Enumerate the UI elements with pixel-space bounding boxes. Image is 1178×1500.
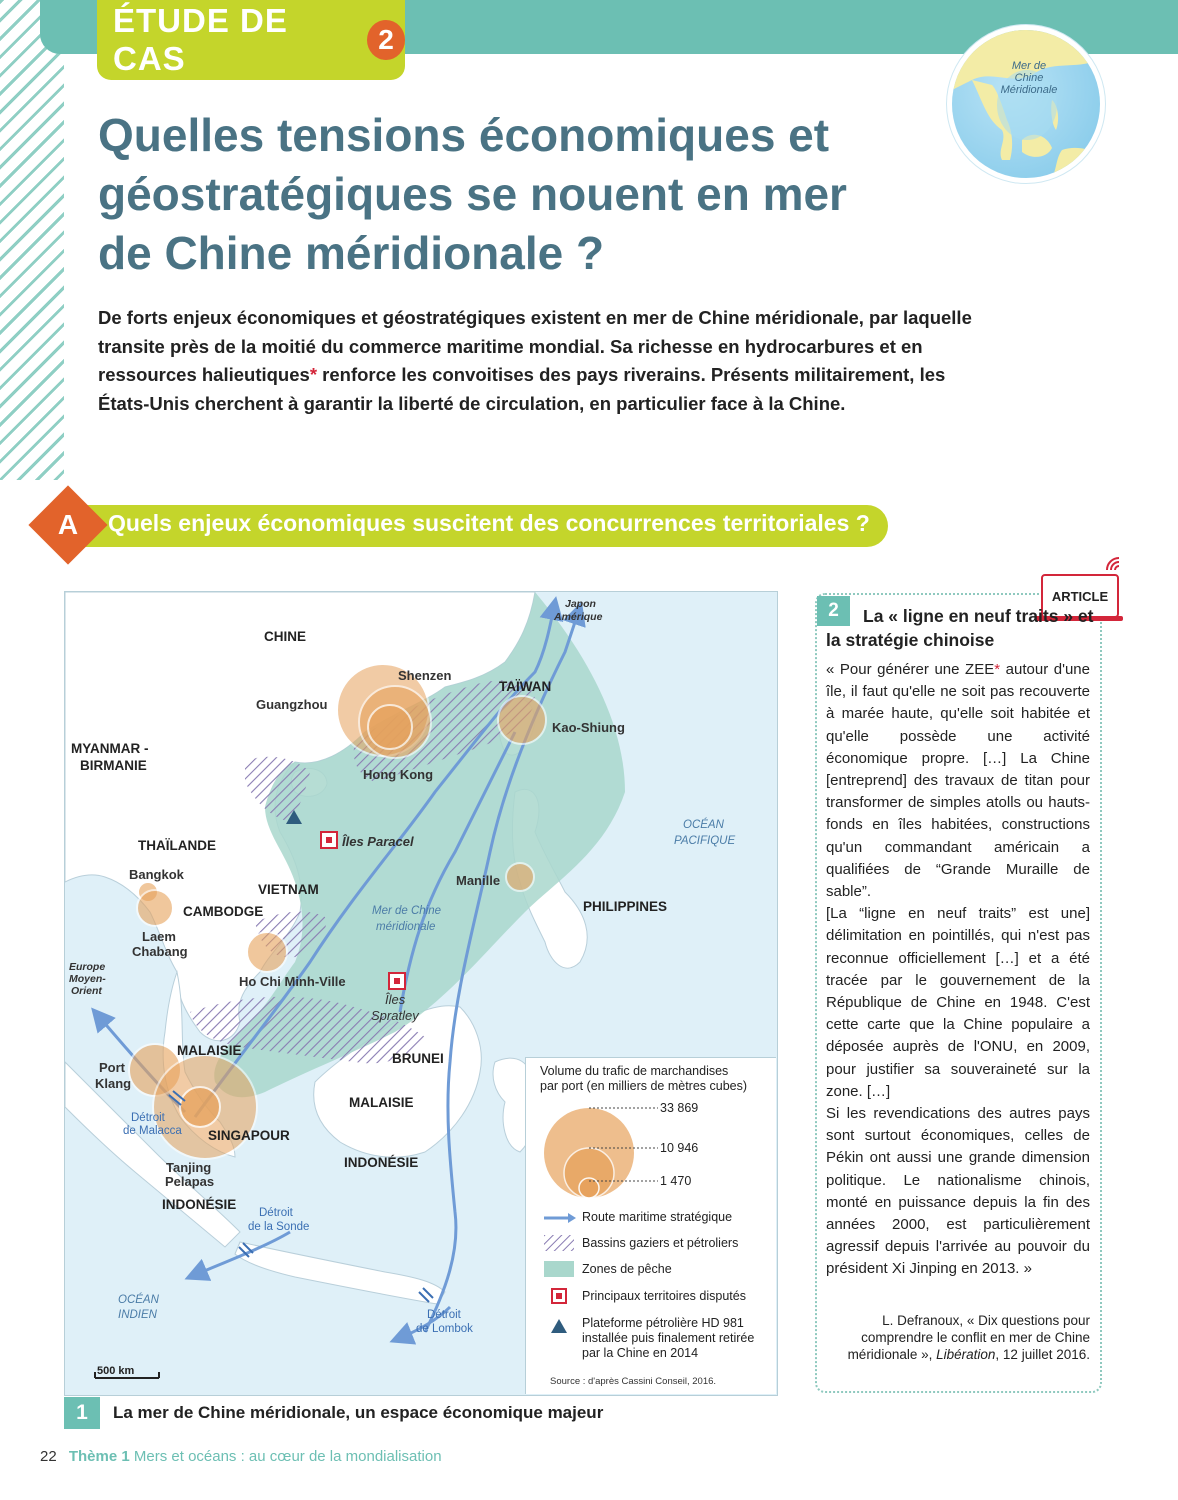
legend-territoire-dot	[556, 1293, 562, 1299]
intro-text-2: renforce les convoitises des pays riverains. Présents militairement, les États-Unis cherchent à garantir la liberté de circulation, en particulier face à la Chine.	[98, 364, 946, 414]
label-amerique: Amérique	[554, 611, 603, 623]
document-title: La « ligne en neuf traits » et la stratégie chinoise	[826, 606, 1094, 650]
label-shenzen: Shenzen	[398, 668, 452, 683]
document-text-b: autour d'une île, il faut qu'elle ne soit pas recouverte à marée haute, qu'elle soit habitée et qu'elle possède une activité économique propre. […] La Chine [entreprend] des travaux de titan pour transformer de simples atolls ou hauts-fonds en îles habitées, constructions qu'un commandant américain a qualifiées de “Grande Muraille de sable”.	[826, 661, 1090, 901]
label-laem: Laem	[142, 929, 176, 944]
label-ocean-indien-1: OCÉAN	[118, 1294, 159, 1306]
glossary-star: *	[309, 364, 318, 385]
label-birmanie: BIRMANIE	[80, 758, 147, 773]
article-label: ARTICLE	[1041, 574, 1119, 618]
label-philippines: PHILIPPINES	[583, 899, 668, 914]
legend-value-medium: 10 946	[660, 1141, 699, 1155]
legend-plateforme-line-2: installée puis finalement retirée	[582, 1331, 755, 1345]
wifi-icon	[1105, 556, 1129, 580]
label-moyen: Moyen-	[69, 973, 106, 985]
label-myanmar: MYANMAR -	[71, 741, 149, 756]
decorative-stripes	[0, 0, 64, 480]
page-footer	[40, 1448, 442, 1465]
label-indonesie-east: INDONÉSIE	[344, 1155, 419, 1170]
label-ho-chi-minh: Ho Chi Minh-Ville	[239, 974, 346, 989]
label-chabang: Chabang	[132, 944, 188, 959]
label-ocean: OCÉAN	[683, 819, 724, 831]
label-malaisie-east: MALAISIE	[349, 1095, 414, 1110]
legend-platform-symbol	[551, 1319, 567, 1333]
legend-route-label: Route maritime stratégique	[582, 1210, 733, 1224]
section-title: Quels enjeux économiques suscitent des concurrences territoriales ?	[108, 510, 870, 536]
label-bangkok: Bangkok	[129, 867, 184, 882]
disputed-spratley-dot	[394, 978, 400, 984]
section-letter: A	[57, 509, 79, 540]
label-spratley: Spratley	[371, 1008, 419, 1023]
legend-bassins-label: Bassins gaziers et pétroliers	[582, 1236, 739, 1250]
case-study-number: 2	[367, 20, 405, 60]
legend-territoires-label: Principaux territoires disputés	[582, 1289, 746, 1303]
label-iles: Îles	[385, 992, 406, 1007]
label-brunei: BRUNEI	[392, 1051, 444, 1066]
disputed-paracel-dot	[326, 837, 332, 843]
label-detroit-lombok-1: Détroit	[427, 1309, 461, 1321]
port-laem-chabang	[137, 890, 173, 926]
label-mer-de-chine: Mer de Chine	[372, 905, 442, 917]
legend-value-small: 1 470	[660, 1174, 692, 1188]
footer-subject: Mers et océans : au cœur de la mondialisation	[129, 1448, 442, 1465]
legend-peche-label: Zones de pêche	[582, 1262, 672, 1276]
document-source-a: L. Defranoux, « Dix questions pour comprendre le conflit en mer de Chine méridionale »,	[847, 1313, 1090, 1362]
document-source-journal: Libération	[936, 1347, 996, 1362]
label-kao-shiung: Kao-Shiung	[552, 720, 625, 735]
label-hong-kong: Hong Kong	[363, 767, 434, 782]
port-ho-chi-minh	[247, 932, 287, 972]
legend-plateforme-label	[582, 1316, 754, 1361]
scale-label: 500 km	[97, 1365, 135, 1377]
legend-plateforme-line-3: par la Chine en 2014	[582, 1346, 699, 1360]
port-guangzhou	[368, 705, 412, 749]
land-java	[235, 1242, 445, 1304]
label-orient: Orient	[71, 985, 102, 997]
map-caption: La mer de Chine méridionale, un espace économique majeur	[113, 1403, 604, 1422]
page-number: 22	[40, 1448, 57, 1465]
label-port: Port	[99, 1060, 125, 1075]
document-number: 2	[817, 596, 850, 626]
label-detroit-malacca-1: Détroit	[131, 1112, 165, 1124]
label-malaisie-west: MALAISIE	[177, 1043, 242, 1058]
legend-plateforme-line-1: Plateforme pétrolière HD 981	[582, 1316, 744, 1330]
document-text	[826, 659, 1090, 1281]
legend-bassins-symbol	[544, 1235, 574, 1251]
legend-title	[540, 1064, 747, 1094]
intro-text-1: De forts enjeux économiques et géostratégiques existent en mer de Chine méridionale, par laquelle transite près de la moitié du commerce maritime mondial. Sa richesse en hydrocarbures et en ressources halieutiques	[98, 307, 972, 385]
legend-title-line-2: par port (en milliers de mètres cubes)	[540, 1079, 748, 1093]
document-source-date: , 12 juillet 2016.	[995, 1347, 1090, 1362]
document-source	[826, 1312, 1090, 1363]
case-study-label: ÉTUDE DE CAS	[113, 2, 288, 77]
legend-route-arrowhead	[568, 1213, 576, 1223]
label-singapour: SINGAPOUR	[208, 1128, 290, 1143]
document-text-d: Si les revendications des autres pays sont surtout économiques, celles de Pékin ont aussi une grande dimension politique. Le nationalisme chinois, monté en puissance depuis la fin des années 2000, est particulièrement agressif depuis l'arrivée au pouvoir du président Xi Jinping en 2013. »	[826, 1105, 1090, 1278]
label-vietnam: VIETNAM	[258, 882, 319, 897]
label-meridionale: méridionale	[376, 921, 436, 933]
port-kao-shiung	[498, 696, 546, 744]
document-text-c: [La “ligne en neuf traits” est une] délimitation en pointillés, qui n'est pas reconnue officiellement […] et a été tracée par le gouvernement de la République de Chine en 1948. C'est cette carte que la Chine populaire a déposée auprès de l'ONU, en 2009, pour justifier sa souveraineté sur la zone. […]	[826, 905, 1090, 1100]
port-manille	[506, 863, 534, 891]
legend-title-line-1: Volume du trafic de marchandises	[540, 1064, 729, 1078]
document-text-a: « Pour générer une ZEE	[826, 661, 995, 678]
label-cambodge: CAMBODGE	[183, 904, 264, 919]
label-ocean-indien-2: INDIEN	[118, 1309, 157, 1321]
document-glossary-star: *	[994, 661, 1001, 678]
globe-land	[952, 30, 1100, 178]
label-manille: Manille	[456, 873, 501, 888]
globe-locator	[952, 30, 1100, 178]
case-study-tag	[97, 0, 405, 80]
label-detroit-lombok-2: de Lombok	[416, 1323, 473, 1335]
label-tanjing: Tanjing	[166, 1160, 212, 1175]
label-detroit-sonde-2: de la Sonde	[248, 1221, 310, 1233]
legend-peche-symbol	[544, 1261, 574, 1277]
footer-theme: Thème 1	[68, 1448, 130, 1465]
map-legend	[525, 1057, 776, 1394]
label-klang: Klang	[95, 1076, 132, 1091]
page-title: Quelles tensions économiques et géostratégiques se nouent en mer de Chine méridionale ?	[98, 109, 847, 279]
label-europe: Europe	[69, 961, 106, 973]
label-pelapas: Pelapas	[165, 1174, 215, 1189]
globe-label: Mer de Chine Méridionale	[1000, 60, 1058, 96]
label-indonesie-west: INDONÉSIE	[162, 1197, 237, 1212]
label-chine: CHINE	[264, 629, 307, 644]
label-detroit-sonde-1: Détroit	[259, 1207, 293, 1219]
label-taiwan: TAÏWAN	[499, 679, 552, 694]
intro-paragraph	[98, 304, 998, 418]
map-caption-number: 1	[64, 1397, 100, 1429]
legend-source: Source : d'après Cassini Conseil, 2016.	[550, 1376, 717, 1387]
legend-value-large: 33 869	[660, 1101, 699, 1115]
label-detroit-malacca-2: de Malacca	[123, 1125, 182, 1137]
label-japon: Japon	[565, 598, 596, 610]
label-pacifique: PACIFIQUE	[674, 835, 736, 847]
label-paracel: Îles Paracel	[342, 834, 414, 849]
label-guangzhou: Guangzhou	[256, 697, 328, 712]
port-tanjing-pelapas	[180, 1087, 220, 1127]
label-thailande: THAÏLANDE	[138, 838, 216, 853]
